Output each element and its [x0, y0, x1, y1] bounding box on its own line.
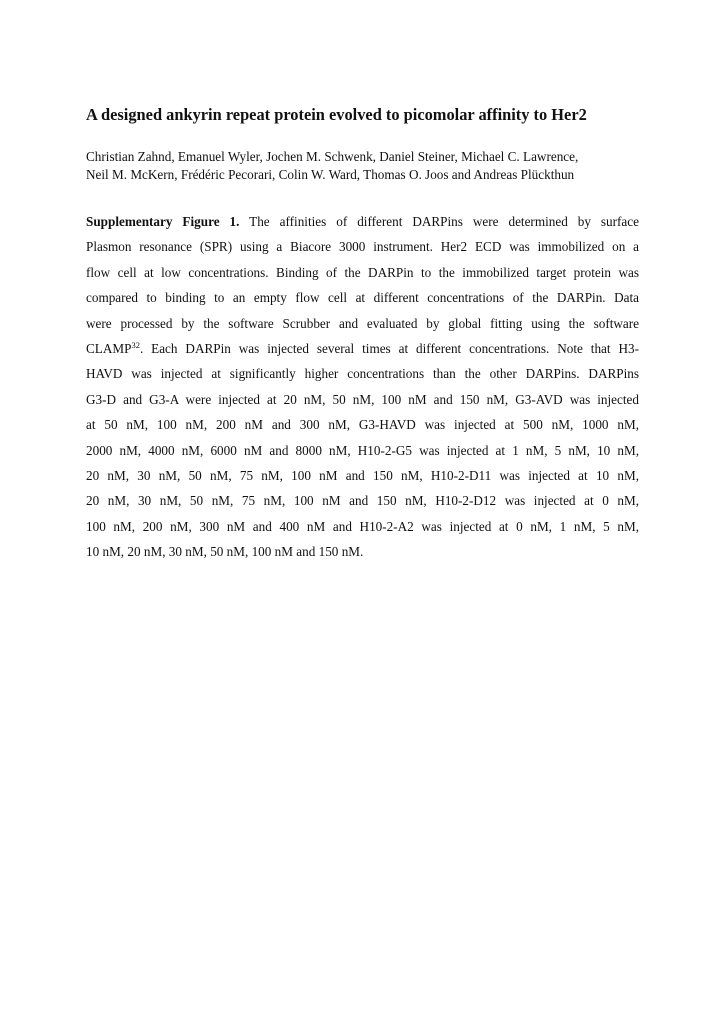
caption-line: at 50 nM, 100 nM, 200 nM and 300 nM, G3-HAVD was injected at 500 nM, 1000 nM,: [86, 417, 639, 433]
figure-caption: [86, 209, 639, 565]
caption-line: Plasmon resonance (SPR) using a Biacore 3000 instrument. Her2 ECD was immobilized on a: [86, 239, 639, 255]
caption-line: were processed by the software Scrubber and evaluated by global fitting using the software: [86, 315, 639, 331]
caption-line: 20 nM, 30 nM, 50 nM, 75 nM, 100 nM and 150 nM, H10-2-D11 was injected at 10 nM,: [86, 468, 639, 484]
caption-line: 100 nM, 200 nM, 300 nM and 400 nM and H10-2-A2 was injected at 0 nM, 1 nM, 5 nM,: [86, 518, 639, 534]
caption-line: G3-D and G3-A were injected at 20 nM, 50 nM, 100 nM and 150 nM, G3-AVD was injected: [86, 391, 639, 407]
caption-text: . Each DARPin was injected several times at different concentrations. Note that H3-: [139, 341, 639, 357]
caption-line: [86, 209, 639, 234]
paper-title: A designed ankyrin repeat protein evolved to picomolar affinity to Her2: [86, 105, 587, 124]
caption-line: 10 nM, 20 nM, 30 nM, 50 nM, 100 nM and 150 nM.: [86, 544, 364, 560]
caption-line: 2000 nM, 4000 nM, 6000 nM and 8000 nM, H10-2-G5 was injected at 1 nM, 5 nM, 10 nM,: [86, 442, 639, 458]
figure-label: Supplementary Figure 1.: [86, 214, 240, 229]
clamp-word: CLAMP: [86, 341, 132, 357]
author-line: Christian Zahnd, Emanuel Wyler, Jochen M. Schwenk, Daniel Steiner, Michael C. Lawrence,: [86, 149, 579, 164]
reference-superscript: 32: [131, 340, 140, 351]
caption-line: HAVD was injected at significantly higher concentrations than the other DARPins. DARPins: [86, 366, 639, 382]
caption-line: 20 nM, 30 nM, 50 nM, 75 nM, 100 nM and 150 nM, H10-2-D12 was injected at 0 nM,: [86, 493, 639, 509]
caption-line: compared to binding to an empty flow cell at different concentrations of the DARPin. Data: [86, 290, 639, 306]
author-line: Neil M. McKern, Frédéric Pecorari, Colin W. Ward, Thomas O. Joos and Andreas Plückthun: [86, 167, 575, 182]
caption-line: [86, 336, 639, 361]
author-list: [86, 148, 646, 184]
caption-text: The affinities of different DARPins were determined by surface: [239, 214, 639, 229]
caption-line: flow cell at low concentrations. Binding of the DARPin to the immobilized target protein was: [86, 264, 639, 280]
